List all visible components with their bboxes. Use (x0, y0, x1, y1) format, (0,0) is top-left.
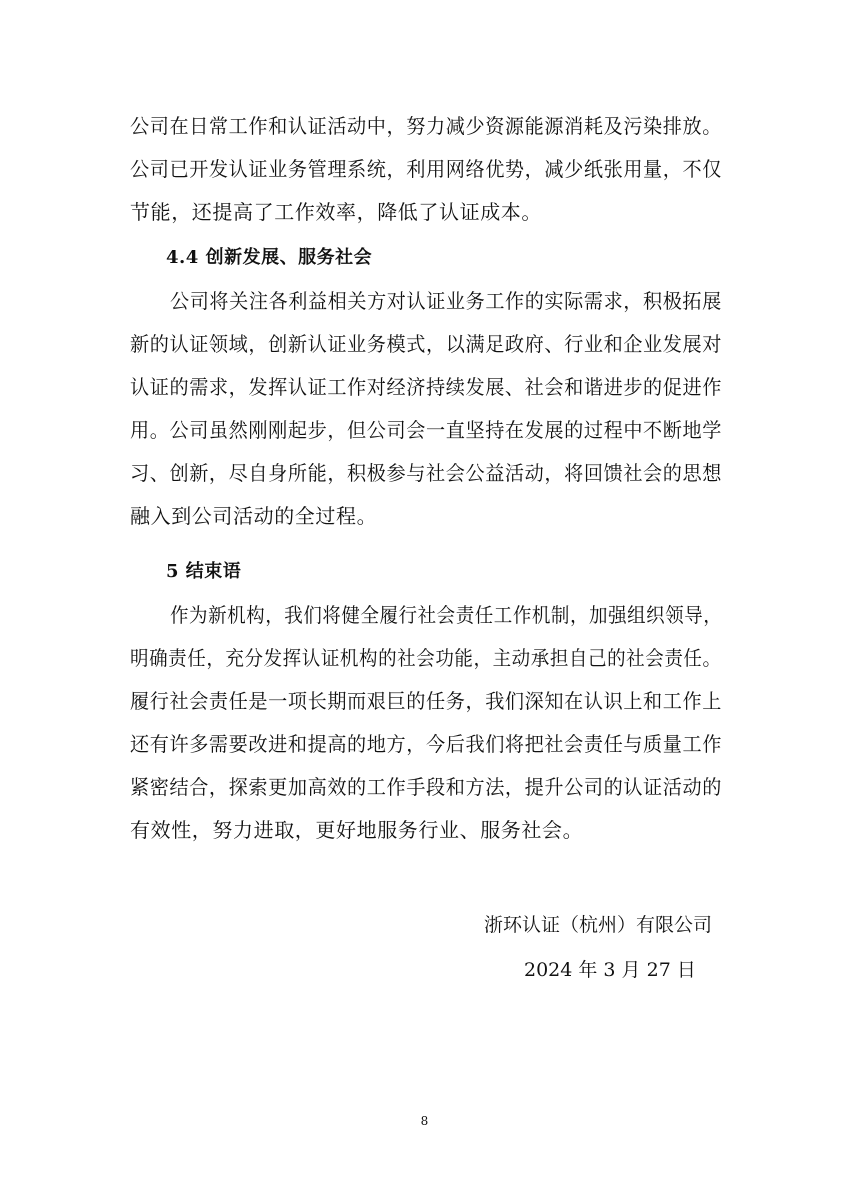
paragraph-line: 作为新机构，我们将健全履行社会责任工作机制，加强组织领导， (170, 603, 723, 627)
paragraph-line: 习、创新，尽自身所能，积极参与社会公益活动，将回馈社会的思想 (130, 461, 722, 485)
paragraph-line: 明确责任，充分发挥认证机构的社会功能，主动承担自己的社会责任。 (130, 646, 722, 670)
paragraph-line: 公司已开发认证业务管理系统，利用网络优势，减少纸张用量，不仅 (130, 157, 722, 181)
paragraph-line: 公司将关注各利益相关方对认证业务工作的实际需求，积极拓展 (170, 289, 722, 313)
paragraph-line: 节能，还提高了工作效率，降低了认证成本。 (130, 200, 542, 224)
paragraph-line: 新的认证领域，创新认证业务模式，以满足政府、行业和企业发展对 (130, 332, 722, 356)
paragraph-line: 紧密结合，探索更加高效的工作手段和方法，提升公司的认证活动的 (130, 775, 722, 799)
signature-company: 浙环认证（杭州）有限公司 (484, 914, 713, 936)
paragraph-line: 用。公司虽然刚刚起步，但公司会一直坚持在发展的过程中不断地学 (130, 418, 722, 442)
page-number: 8 (420, 1114, 429, 1128)
paragraph-line: 认证的需求，发挥认证工作对经济持续发展、社会和谐进步的促进作 (130, 375, 722, 399)
paragraph-line: 履行社会责任是一项长期而艰巨的任务，我们深知在认识上和工作上 (130, 689, 722, 713)
paragraph-line: 公司在日常工作和认证活动中，努力减少资源能源消耗及污染排放。 (130, 114, 722, 138)
paragraph-line: 还有许多需要改进和提高的地方，今后我们将把社会责任与质量工作 (130, 732, 722, 756)
signature-date: 2024 年 3 月 27 日 (524, 959, 696, 981)
section-heading-5: 5 结束语 (166, 561, 242, 582)
paragraph-line: 融入到公司活动的全过程。 (130, 504, 378, 528)
section-heading-4-4: 4.4 创新发展、服务社会 (166, 247, 373, 268)
paragraph-line: 有效性，努力进取，更好地服务行业、服务社会。 (130, 818, 584, 842)
